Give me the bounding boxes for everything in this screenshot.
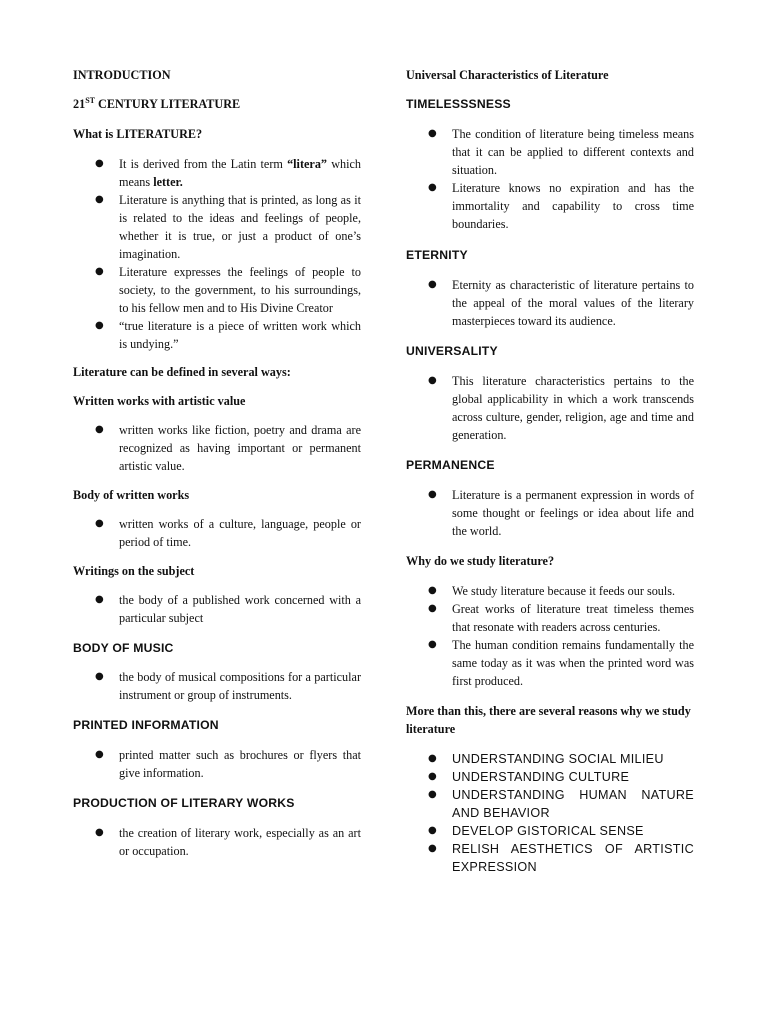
list-item: ● UNDERSTANDING SOCIAL MILIEU [428, 752, 664, 766]
list-item: ● Great works of literature treat timeless themes that resonate with readers across centuries. [428, 602, 694, 634]
bullet-icon: ● [428, 182, 437, 193]
right-column [406, 66, 694, 876]
written-works-list [73, 421, 361, 475]
list-item: ● the body of a published work concerned with a particular subject [95, 593, 361, 625]
bullet-icon: ● [95, 594, 104, 605]
list-item: ● the creation of literary work, especially as an art or occupation. [95, 826, 361, 858]
printed-information-list [73, 746, 361, 782]
list-item: ● The condition of literature being timeless means that it can be applied to different contexts and situation. [428, 127, 694, 177]
list-item: ● Literature expresses the feelings of people to society, to the government, to his surroundings, to his fellow men and to His Divine Creator [95, 265, 361, 315]
bullet-icon: ● [428, 753, 438, 764]
list-item: ● It is derived from the Latin term “litera” which means letter. [95, 157, 361, 189]
why-study-heading: Why do we study literature? [406, 554, 555, 568]
written-works-heading: Written works with artistic value [73, 394, 246, 408]
timelessness-list [406, 125, 694, 233]
bullet-icon: ● [95, 320, 104, 331]
list-item: ● written works of a culture, language, people or period of time. [95, 517, 361, 549]
permanence-heading: PERMANENCE [406, 458, 495, 472]
writings-subject-heading: Writings on the subject [73, 564, 195, 578]
bullet-icon: ● [428, 128, 437, 139]
list-item: ● This literature characteristics pertains to the global applicability in which a work transcends across culture, gender, religion, age and time and generation. [428, 374, 694, 442]
eternity-heading: ETERNITY [406, 248, 468, 262]
defined-heading: Literature can be defined in several ways: [73, 365, 291, 379]
reasons-list [406, 750, 694, 876]
production-list [73, 824, 361, 860]
list-item: ● The human condition remains fundamentally the same today as it was when the printed word was first produced. [428, 638, 694, 688]
left-column [73, 66, 361, 860]
bullet-icon: ● [428, 825, 438, 836]
century-heading: 21ST CENTURY LITERATURE [73, 96, 241, 111]
list-item: ● printed matter such as brochures or flyers that give information. [95, 748, 361, 780]
bullet-icon: ● [428, 279, 437, 290]
bullet-icon: ● [428, 789, 438, 800]
body-written-heading: Body of written works [73, 488, 190, 502]
timelessness-heading: TIMELESSSNESS [406, 97, 511, 111]
list-item: ● UNDERSTANDING HUMAN NATURE AND BEHAVIOR [428, 788, 694, 820]
bullet-icon: ● [95, 671, 104, 682]
list-item: ● written works like fiction, poetry and drama are recognized as having important or permanent artistic value. [95, 423, 361, 473]
list-item: ● Eternity as characteristic of literature pertains to the appeal of the moral values of the literary masterpieces toward its audience. [428, 278, 694, 328]
universal-heading: Universal Characteristics of Literature [406, 68, 609, 82]
bullet-icon: ● [428, 639, 437, 650]
list-item: ● the body of musical compositions for a particular instrument or group of instruments. [95, 670, 361, 702]
bullet-icon: ● [95, 827, 104, 838]
bullet-icon: ● [95, 518, 104, 529]
list-item: ● UNDERSTANDING CULTURE [428, 770, 630, 784]
bullet-icon: ● [95, 194, 104, 205]
what-is-list [73, 155, 361, 353]
list-item: ● Literature knows no expiration and has the immortality and capability to cross time boundaries. [428, 181, 694, 231]
list-item: ● We study literature because it feeds our souls. [428, 584, 676, 598]
bullet-icon: ● [428, 489, 437, 500]
bullet-icon: ● [428, 585, 437, 596]
bullet-icon: ● [428, 843, 438, 854]
bullet-icon: ● [95, 749, 104, 760]
what-is-literature-heading: What is LITERATURE? [73, 127, 203, 141]
body-of-music-heading: BODY OF MUSIC [73, 641, 174, 655]
permanence-list [406, 486, 694, 540]
universality-list [406, 372, 694, 444]
bullet-icon: ● [95, 158, 104, 169]
list-item: ● Literature is a permanent expression in words of some thought or feelings or idea about life and the world. [428, 488, 694, 538]
bullet-icon: ● [428, 603, 437, 614]
why-study-list [406, 582, 694, 690]
bullet-icon: ● [428, 771, 438, 782]
writings-subject-list [73, 591, 361, 627]
production-heading: PRODUCTION OF LITERARY WORKS [73, 796, 295, 810]
list-item: ● DEVELOP GISTORICAL SENSE [428, 824, 644, 838]
eternity-list [406, 276, 694, 330]
list-item: ● “true literature is a piece of written work which is undying.” [95, 319, 361, 351]
more-reasons-heading: More than this, there are several reasons why we study literature [406, 704, 691, 736]
body-written-list [73, 515, 361, 551]
bullet-icon: ● [95, 424, 104, 435]
printed-information-heading: PRINTED INFORMATION [73, 718, 219, 732]
introduction-heading: INTRODUCTION [73, 68, 171, 82]
bullet-icon: ● [428, 375, 437, 386]
list-item: ● Literature is anything that is printed, as long as it is related to the ideas and feelings of people, whether it is true, or just a product of one’s imagination. [95, 193, 361, 261]
body-of-music-list [73, 668, 361, 704]
bullet-icon: ● [95, 266, 104, 277]
universality-heading: UNIVERSALITY [406, 344, 498, 358]
list-item: ● RELISH AESTHETICS OF ARTISTIC EXPRESSION [428, 842, 694, 874]
